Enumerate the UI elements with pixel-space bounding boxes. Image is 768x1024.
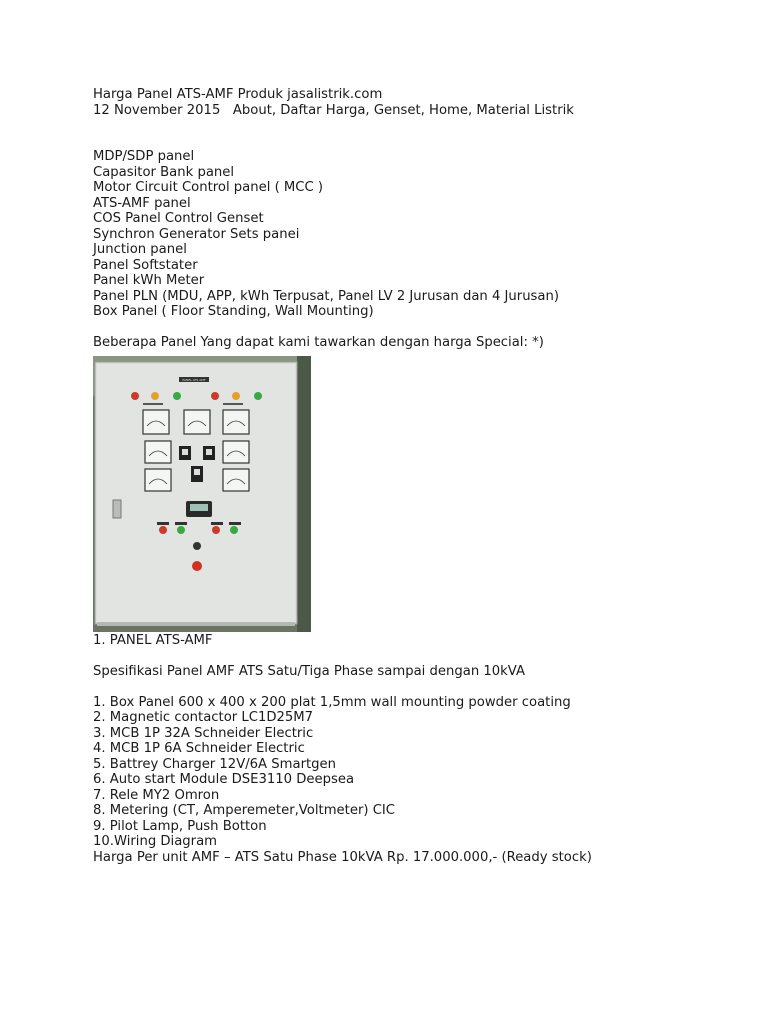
panel-type-list bbox=[93, 149, 733, 320]
spec-item: 8. Metering (CT, Amperemeter,Voltmeter) CIC bbox=[93, 803, 396, 818]
price-line: Harga Per unit AMF – ATS Satu Phase 10kVA Rp. 17.000.000,- (Ready stock) bbox=[93, 849, 592, 865]
list-item: Motor Circuit Control panel ( MCC ) bbox=[93, 180, 324, 195]
panel-nameplate-label: PANEL ATS AMF bbox=[182, 377, 206, 382]
spec-item: 6. Auto start Module DSE3110 Deepsea bbox=[93, 772, 355, 787]
list-item: Panel PLN (MDU, APP, kWh Terpusat, Panel LV 2 Jurusan dan 4 Jurusan) bbox=[93, 288, 560, 304]
spec-item: 3. MCB 1P 32A Schneider Electric bbox=[93, 725, 314, 741]
spec-list bbox=[93, 695, 733, 850]
list-item: Box Panel ( Floor Standing, Wall Mounting) bbox=[93, 304, 374, 319]
product-caption: 1. PANEL ATS-AMF bbox=[93, 632, 213, 648]
spec-item: 1. Box Panel 600 x 400 x 200 plat 1,5mm wall mounting powder coating bbox=[93, 694, 571, 710]
spec-item: 4. MCB 1P 6A Schneider Electric bbox=[93, 741, 305, 756]
list-item: MDP/SDP panel bbox=[93, 149, 195, 164]
spec-item: 9. Pilot Lamp, Push Botton bbox=[93, 818, 267, 834]
spec-title: Spesifikasi Panel AMF ATS Satu/Tiga Phase sampai dengan 10kVA bbox=[93, 663, 525, 679]
spec-item: 7. Rele MY2 Omron bbox=[93, 787, 220, 803]
offer-intro: Beberapa Panel Yang dapat kami tawarkan dengan harga Special: *) bbox=[93, 335, 544, 350]
post-meta: 12 November 2015 About, Daftar Harga, Genset, Home, Material Listrik bbox=[93, 102, 574, 118]
document-title: Harga Panel ATS-AMF Produk jasalistrik.com bbox=[93, 87, 383, 102]
list-item: ATS-AMF panel bbox=[93, 195, 191, 211]
list-item: Panel Softstater bbox=[93, 257, 198, 273]
list-item: Synchron Generator Sets panei bbox=[93, 226, 300, 242]
list-item: COS Panel Control Genset bbox=[93, 211, 264, 226]
list-item: Panel kWh Meter bbox=[93, 273, 205, 288]
spec-item: 10.Wiring Diagram bbox=[93, 834, 218, 849]
document-page bbox=[93, 87, 733, 865]
list-item: Capasitor Bank panel bbox=[93, 164, 235, 180]
spec-item: 2. Magnetic contactor LC1D25M7 bbox=[93, 710, 314, 725]
ats-amf-panel-photo bbox=[93, 356, 311, 632]
list-item: Junction panel bbox=[93, 242, 187, 257]
spec-item: 5. Battrey Charger 12V/6A Smartgen bbox=[93, 756, 337, 772]
